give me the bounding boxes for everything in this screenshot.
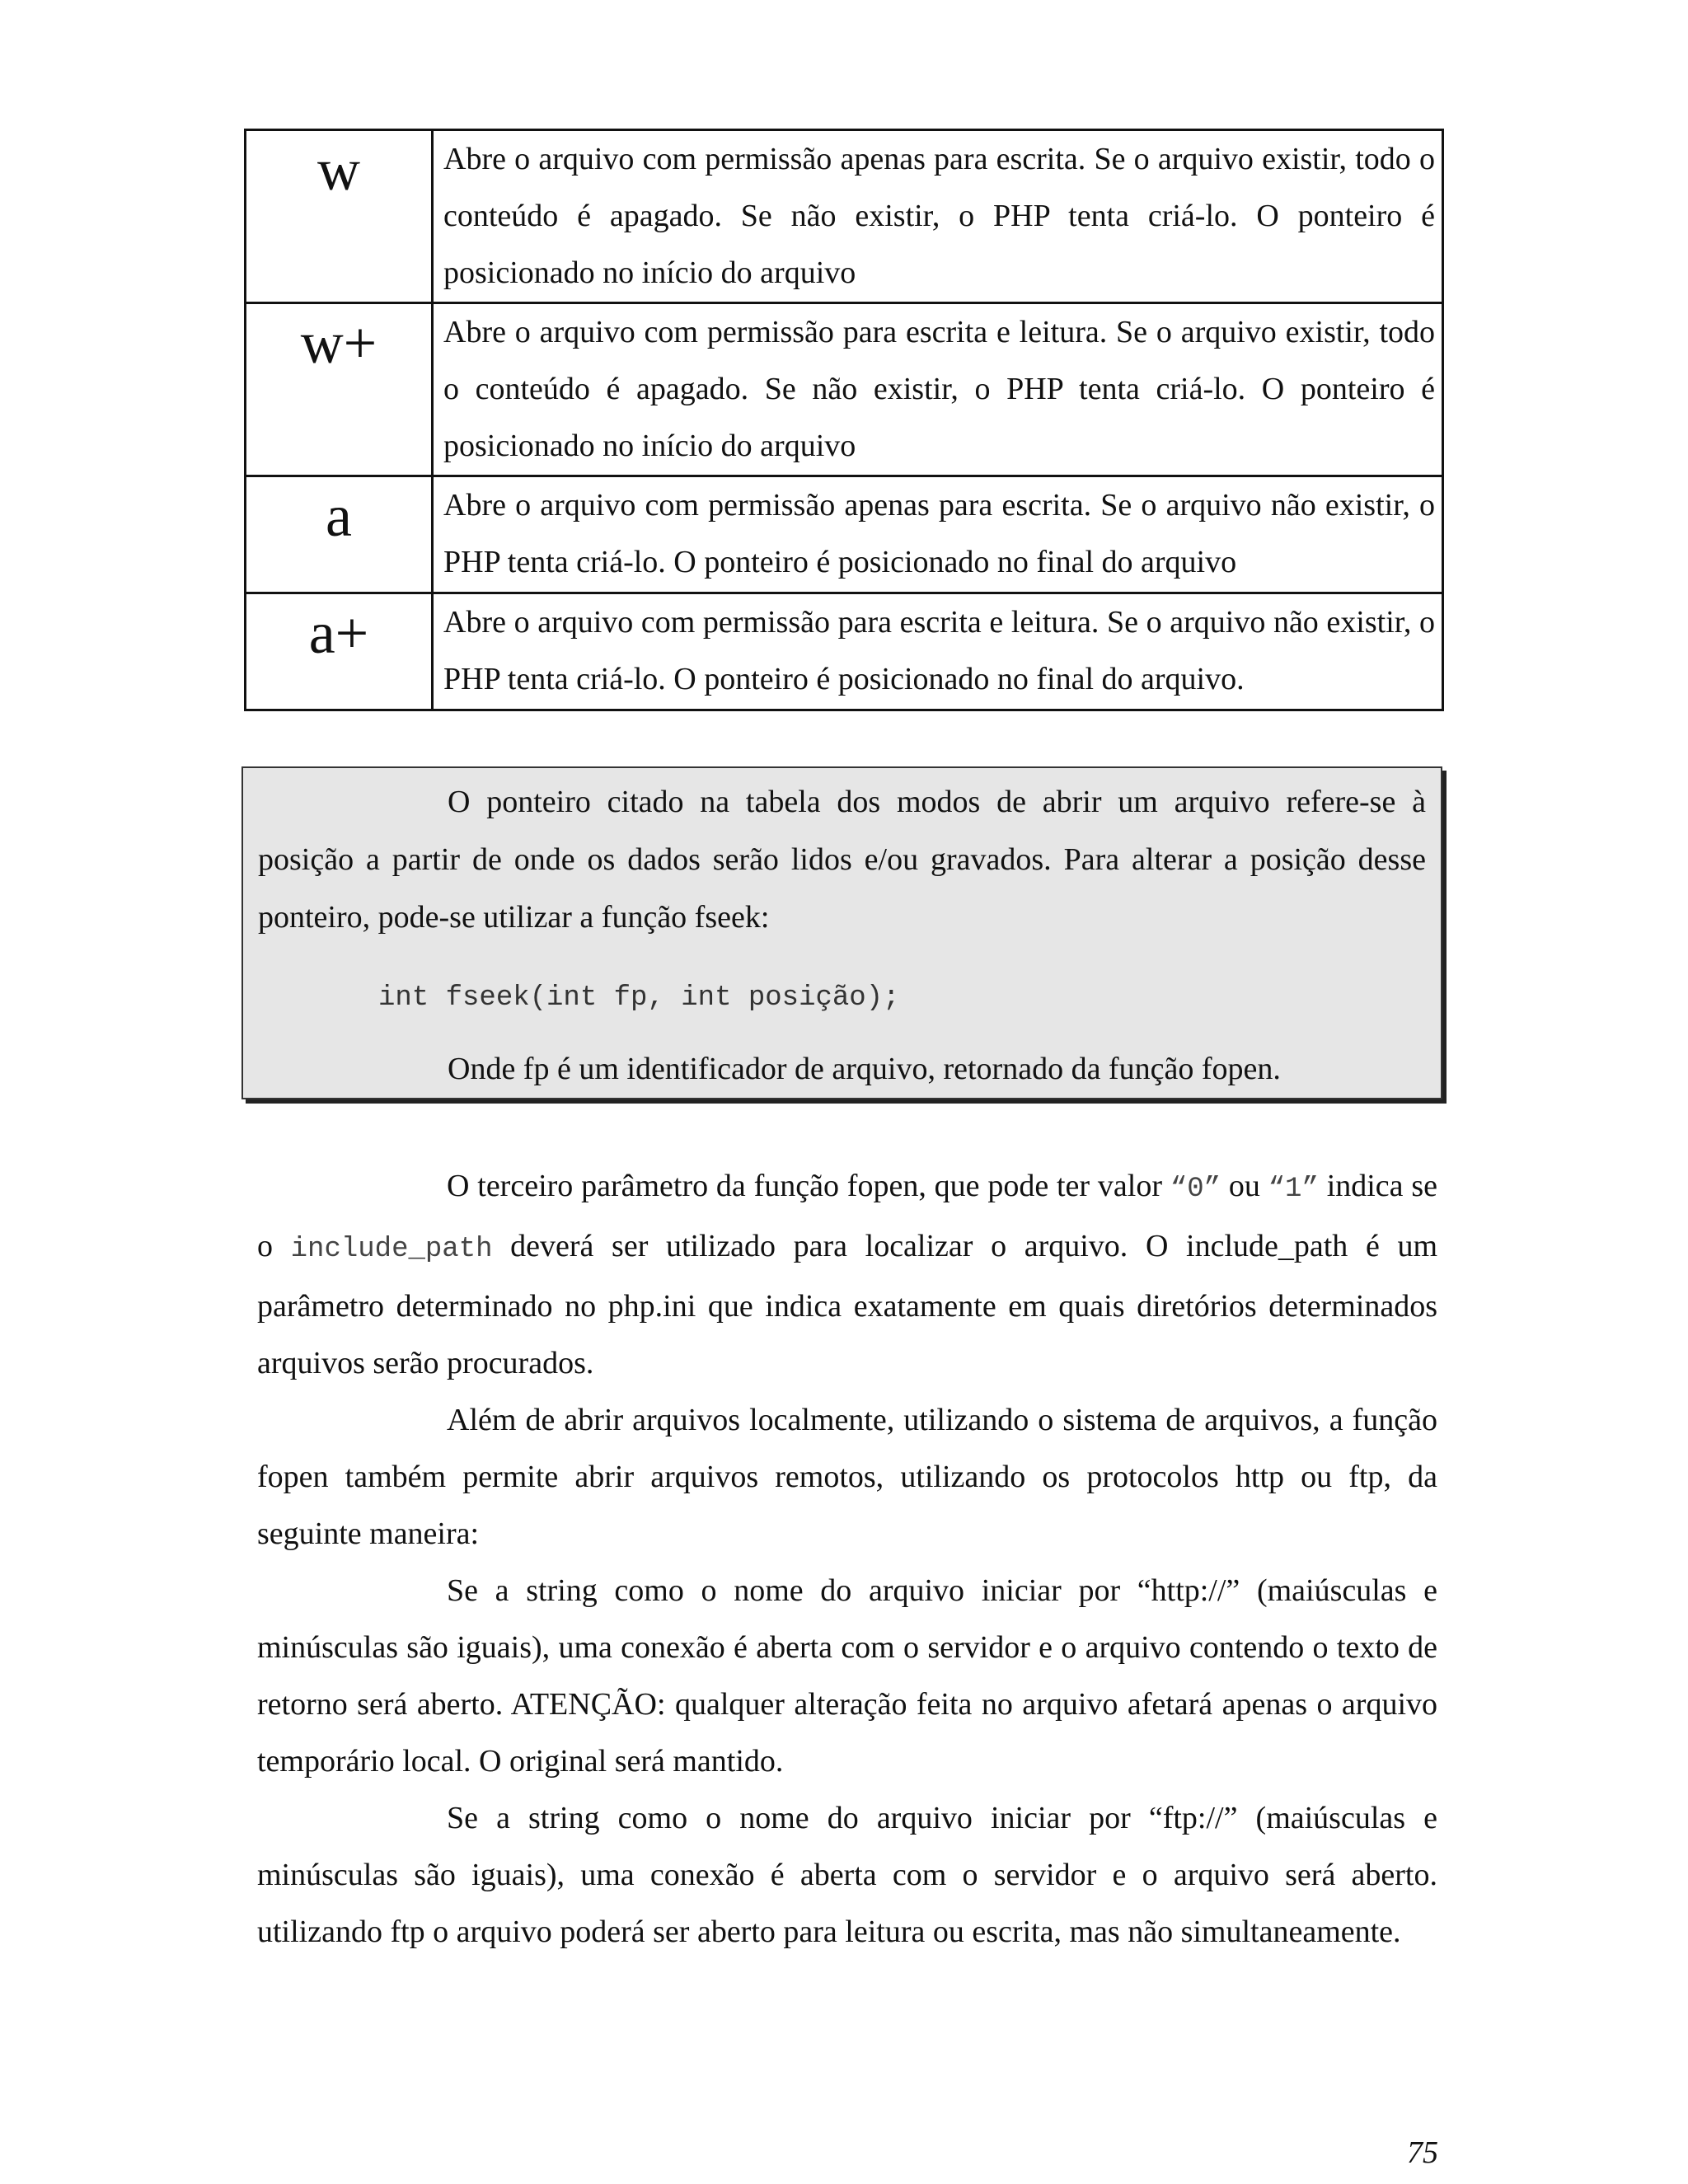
body-text	[257, 1158, 1437, 1961]
text-segment: O terceiro parâmetro da função fopen, que pode ter valor	[447, 1169, 1170, 1203]
value-one: “1”	[1268, 1174, 1319, 1205]
value-zero: “0”	[1170, 1174, 1221, 1205]
page-number: 75	[1407, 2135, 1438, 2170]
table-row	[246, 303, 1443, 476]
table-row	[246, 130, 1443, 303]
include-path-code: include_path	[290, 1234, 493, 1265]
mode-cell	[246, 476, 433, 593]
mode-label: a	[326, 483, 352, 549]
mode-description: Abre o arquivo com permissão apenas para escrita. Se o arquivo existir, todo o conteúdo é apagado. Se não existir, o PHP tenta criá-lo. O ponteiro é posicionado no início do arquivo	[433, 130, 1443, 303]
paragraph-remote-files: Além de abrir arquivos localmente, utilizando o sistema de arquivos, a função fopen também permite abrir arquivos remotos, utilizando os protocolos http ou ftp, da seguinte maneira:	[257, 1403, 1437, 1551]
note-footer: Onde fp é um identificador de arquivo, retornado da função fopen.	[448, 1052, 1281, 1086]
mode-description: Abre o arquivo com permissão para escrita e leitura. Se o arquivo não existir, o PHP tenta criá-lo. O ponteiro é posicionado no final do arquivo.	[433, 593, 1443, 710]
file-modes-table	[244, 129, 1444, 711]
paragraph-http: Se a string como o nome do arquivo iniciar por “http://” (maiúsculas e minúsculas são iguais), uma conexão é aberta com o servidor e o arquivo contendo o texto de retorno será aberto. ATENÇÃO: qualquer alteração feita no arquivo afetará apenas o arquivo temporário local. O original será mantido.	[257, 1573, 1437, 1779]
text-segment: ou	[1221, 1169, 1268, 1203]
text-segment: indica se o	[257, 1169, 1438, 1263]
mode-cell	[246, 303, 433, 476]
mode-label: w	[317, 137, 360, 203]
note-paragraph: O ponteiro citado na tabela dos modos de abrir um arquivo refere-se à posição a partir de onde os dados serão lidos e/ou gravados. Para alterar a posição desse ponteiro, pode-se utilizar a função fseek:	[258, 785, 1426, 935]
mode-label: w+	[300, 310, 377, 376]
mode-description: Abre o arquivo com permissão apenas para escrita. Se o arquivo não existir, o PHP tenta criá-lo. O ponteiro é posicionado no final do arquivo	[433, 476, 1443, 593]
paragraph-include-path	[257, 1158, 1437, 1392]
paragraph-ftp: Se a string como o nome do arquivo iniciar por “ftp://” (maiúsculas e minúsculas são iguais), uma conexão é aberta com o servidor e o arquivo será aberto. utilizando ftp o arquivo poderá ser aberto para leitura ou escrita, mas não simultaneamente.	[257, 1801, 1437, 1949]
text-segment: deverá ser utilizado para localizar o arquivo. O include_path é um parâmetro determinado no php.ini que indica exatamente em quais diretórios determinados arquivos serão procurados.	[257, 1229, 1438, 1380]
table-row	[246, 476, 1443, 593]
mode-description: Abre o arquivo com permissão para escrita e leitura. Se o arquivo existir, todo o conteúdo é apagado. Se não existir, o PHP tenta criá-lo. O ponteiro é posicionado no início do arquivo	[433, 303, 1443, 476]
mode-label: a+	[308, 600, 369, 666]
note-box	[241, 766, 1442, 1099]
mode-cell	[246, 593, 433, 710]
mode-cell	[246, 130, 433, 303]
code-snippet: int fseek(int fp, int posição);	[378, 982, 900, 1014]
table-row	[246, 593, 1443, 710]
